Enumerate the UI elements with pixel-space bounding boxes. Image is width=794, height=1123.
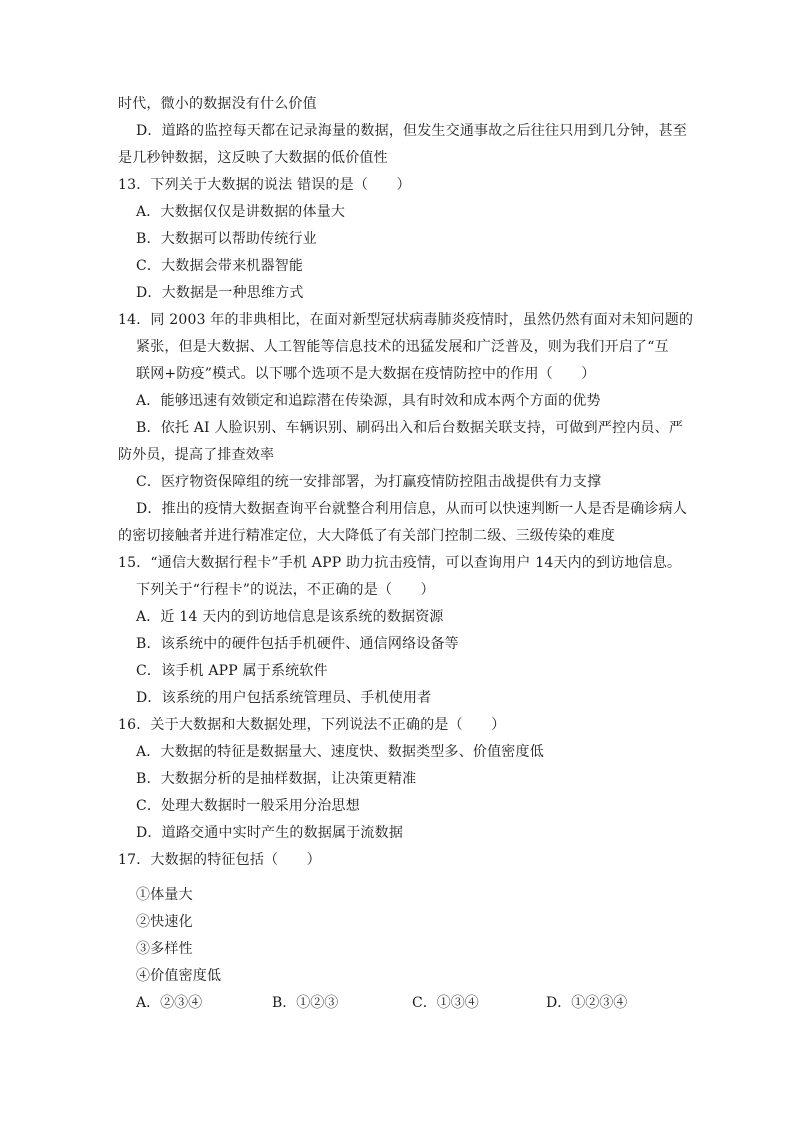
text-line: 联网+防疫”模式。以下哪个选项不是大数据在疫情防控中的作用（ ） (136, 366, 596, 382)
list-item: ②快速化 (136, 914, 193, 930)
option-text: B．大数据分析的是抽样数据，让决策更精准 (136, 771, 417, 787)
option-text: A．大数据的特征是数据量大、速度快、数据类型多、价值密度低 (136, 744, 544, 760)
option-b: B．①②③ (272, 995, 339, 1011)
option-text: D．该系统的用户包括系统管理员、手机使用者 (136, 690, 432, 706)
option-text: D．推出的疫情大数据查询平台就整合利用信息，从而可以快速判断一人是否是确诊病人 (136, 501, 688, 517)
question-16: 16．关于大数据和大数据处理，下列说法不正确的是（ ） (118, 717, 506, 733)
text-line: 防外员，提高了排查效率 (118, 447, 275, 463)
option-c: C．①③④ (412, 995, 479, 1011)
question-15: 15．“通信大数据行程卡”手机 APP 助力抗击疫情，可以查询用户 14天内的到访地信息。 (118, 555, 682, 571)
option-text: A．能够迅速有效锁定和追踪潜在传染源，具有时效和成本两个方面的优势 (136, 393, 601, 409)
option-text: B．该系统中的硬件包括手机硬件、通信网络设备等 (136, 636, 459, 652)
text-line: 紧张，但是大数据、人工智能等信息技术的迅猛发展和广泛普及，则为我们开启了“互 (136, 339, 669, 355)
option-a: A．②③④ (136, 995, 203, 1011)
list-item: ④价值密度低 (136, 968, 222, 984)
text-line: 下列关于“行程卡”的说法，不正确的是（ ） (136, 582, 435, 598)
option-text: D．道路交通中实时产生的数据属于流数据 (136, 825, 404, 841)
question-17-options (136, 994, 696, 1014)
option-text: C．医疗物资保障组的统一安排部署，为打赢疫情防控阻击战提供有力支撑 (136, 474, 602, 490)
option-d: D．①②③④ (546, 995, 628, 1011)
option-text: C．处理大数据时一般采用分治思想 (136, 798, 360, 814)
option-text: B．依托 AI 人脸识别、车辆识别、刷码出入和后台数据关联支持，可做到严控内员、严 (136, 420, 684, 436)
question-14: 14．同 2003 年的非典相比，在面对新型冠状病毒肺炎疫情时，虽然仍然有面对未知问题的 (118, 312, 694, 328)
option-text: C．大数据会带来机器智能 (136, 258, 304, 274)
text-line: D．道路的监控每天都在记录海量的数据，但发生交通事故之后往往只用到几分钟，甚至 (136, 123, 688, 139)
option-text: B．大数据可以帮助传统行业 (136, 231, 317, 247)
option-text: A．近 14 天内的到访地信息是该系统的数据资源 (136, 609, 444, 625)
text-line: 时代，微小的数据没有什么价值 (118, 96, 317, 112)
question-13: 13．下列关于大数据的说法 错误的是（ ） (118, 177, 411, 193)
text-line: 是几秒钟数据，这反映了大数据的低价值性 (118, 150, 388, 166)
list-item: ①体量大 (136, 887, 193, 903)
question-17: 17．大数据的特征包括（ ） (118, 852, 321, 868)
option-text: C．该手机 APP 属于系统软件 (136, 663, 328, 679)
list-item: ③多样性 (136, 941, 193, 957)
option-text: A．大数据仅仅是讲数据的体量大 (136, 204, 346, 220)
text-line: 的密切接触者并进行精准定位，大大降低了有关部门控制二级、三级传染的难度 (118, 528, 615, 544)
option-text: D．大数据是一种思维方式 (136, 285, 304, 301)
